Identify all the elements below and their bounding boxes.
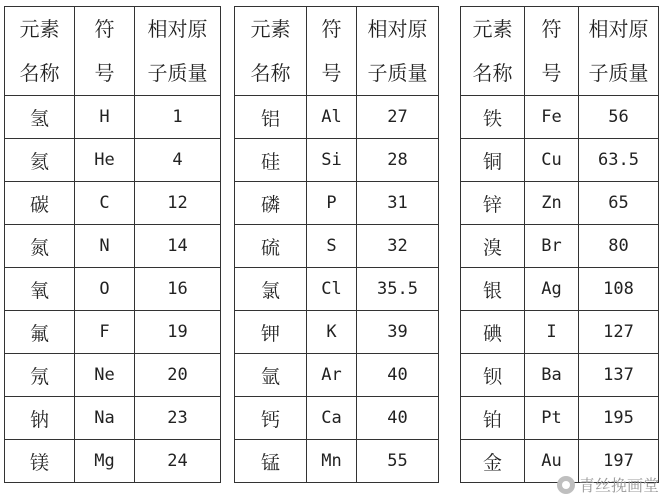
header-symbol: 符 号 <box>75 7 135 96</box>
atomic-mass: 197 <box>579 440 659 483</box>
watermark <box>557 473 659 496</box>
table-row <box>461 354 659 397</box>
element-name: 碘 <box>461 311 525 354</box>
element-symbol: K <box>307 311 357 354</box>
atomic-mass: 65 <box>579 182 659 225</box>
element-symbol: Pt <box>525 397 579 440</box>
element-name: 硅 <box>235 139 307 182</box>
element-name: 磷 <box>235 182 307 225</box>
element-symbol: Au <box>525 440 579 483</box>
element-symbol: H <box>75 96 135 139</box>
element-symbol: I <box>525 311 579 354</box>
header-symbol: 符 号 <box>525 7 579 96</box>
table-row <box>5 354 221 397</box>
profile-icon <box>557 476 575 494</box>
atomic-mass: 32 <box>357 225 439 268</box>
element-name: 钠 <box>5 397 75 440</box>
table-row <box>5 397 221 440</box>
table-row <box>235 311 439 354</box>
atomic-mass: 16 <box>135 268 221 311</box>
header-name: 元素 名称 <box>5 7 75 96</box>
atomic-mass: 1 <box>135 96 221 139</box>
element-table-3 <box>460 6 659 483</box>
table-header <box>5 7 221 96</box>
element-symbol: Ne <box>75 354 135 397</box>
element-symbol: Ar <box>307 354 357 397</box>
atomic-mass: 19 <box>135 311 221 354</box>
table-row <box>235 397 439 440</box>
atomic-mass: 28 <box>357 139 439 182</box>
atomic-mass: 27 <box>357 96 439 139</box>
element-name: 铜 <box>461 139 525 182</box>
atomic-mass: 4 <box>135 139 221 182</box>
table-row <box>461 311 659 354</box>
element-name: 溴 <box>461 225 525 268</box>
element-symbol: Zn <box>525 182 579 225</box>
element-symbol: C <box>75 182 135 225</box>
header-name: 元素 名称 <box>461 7 525 96</box>
table-header <box>235 7 439 96</box>
table-row <box>235 225 439 268</box>
atomic-mass: 137 <box>579 354 659 397</box>
table-row <box>5 311 221 354</box>
table-row <box>5 268 221 311</box>
table-row <box>5 139 221 182</box>
element-name: 金 <box>461 440 525 483</box>
table-row <box>5 225 221 268</box>
element-name: 氧 <box>5 268 75 311</box>
element-name: 铂 <box>461 397 525 440</box>
atomic-mass: 55 <box>357 440 439 483</box>
element-name: 氟 <box>5 311 75 354</box>
element-symbol: Ag <box>525 268 579 311</box>
header-name: 元素 名称 <box>235 7 307 96</box>
element-table-1 <box>4 6 221 483</box>
atomic-mass: 80 <box>579 225 659 268</box>
table-row <box>235 139 439 182</box>
table-row <box>5 182 221 225</box>
atomic-mass: 195 <box>579 397 659 440</box>
element-symbol: Na <box>75 397 135 440</box>
table-row <box>461 225 659 268</box>
element-symbol: Ca <box>307 397 357 440</box>
watermark-text: 青丝挽画堂 <box>578 476 659 495</box>
table-row <box>235 182 439 225</box>
element-name: 氩 <box>235 354 307 397</box>
table-row <box>235 354 439 397</box>
table-row <box>235 96 439 139</box>
header-symbol: 符 号 <box>307 7 357 96</box>
table-row <box>461 268 659 311</box>
element-name: 钙 <box>235 397 307 440</box>
atomic-mass: 20 <box>135 354 221 397</box>
header-mass: 相对原 子质量 <box>579 7 659 96</box>
atomic-mass: 24 <box>135 440 221 483</box>
element-name: 铁 <box>461 96 525 139</box>
table-row <box>461 96 659 139</box>
atomic-mass: 14 <box>135 225 221 268</box>
atomic-mass: 35.5 <box>357 268 439 311</box>
element-name: 碳 <box>5 182 75 225</box>
table-row <box>5 440 221 483</box>
element-symbol: Al <box>307 96 357 139</box>
header-mass: 相对原 子质量 <box>135 7 221 96</box>
atomic-mass: 56 <box>579 96 659 139</box>
element-name: 钾 <box>235 311 307 354</box>
element-symbol: Mn <box>307 440 357 483</box>
element-table-2 <box>234 6 439 483</box>
element-symbol: F <box>75 311 135 354</box>
table-header <box>461 7 659 96</box>
atomic-mass: 31 <box>357 182 439 225</box>
table-row <box>461 397 659 440</box>
element-symbol: Cl <box>307 268 357 311</box>
atomic-mass: 108 <box>579 268 659 311</box>
element-symbol: O <box>75 268 135 311</box>
element-symbol: Cu <box>525 139 579 182</box>
atomic-mass: 40 <box>357 354 439 397</box>
element-name: 硫 <box>235 225 307 268</box>
table-row <box>461 182 659 225</box>
table-row <box>5 96 221 139</box>
table-row <box>235 268 439 311</box>
table-row <box>235 440 439 483</box>
atomic-mass: 127 <box>579 311 659 354</box>
element-name: 钡 <box>461 354 525 397</box>
element-name: 氮 <box>5 225 75 268</box>
element-name: 氦 <box>5 139 75 182</box>
element-symbol: Si <box>307 139 357 182</box>
atomic-mass: 40 <box>357 397 439 440</box>
element-symbol: Ba <box>525 354 579 397</box>
atomic-mass: 63.5 <box>579 139 659 182</box>
atomic-mass: 23 <box>135 397 221 440</box>
element-name: 氯 <box>235 268 307 311</box>
element-name: 氢 <box>5 96 75 139</box>
element-symbol: N <box>75 225 135 268</box>
element-symbol: He <box>75 139 135 182</box>
element-symbol: S <box>307 225 357 268</box>
element-symbol: Mg <box>75 440 135 483</box>
element-name: 铝 <box>235 96 307 139</box>
table-row <box>461 139 659 182</box>
element-name: 氖 <box>5 354 75 397</box>
element-name: 锰 <box>235 440 307 483</box>
element-name: 锌 <box>461 182 525 225</box>
element-symbol: Br <box>525 225 579 268</box>
element-symbol: P <box>307 182 357 225</box>
header-mass: 相对原 子质量 <box>357 7 439 96</box>
element-name: 银 <box>461 268 525 311</box>
atomic-mass: 12 <box>135 182 221 225</box>
element-symbol: Fe <box>525 96 579 139</box>
atomic-mass: 39 <box>357 311 439 354</box>
element-name: 镁 <box>5 440 75 483</box>
